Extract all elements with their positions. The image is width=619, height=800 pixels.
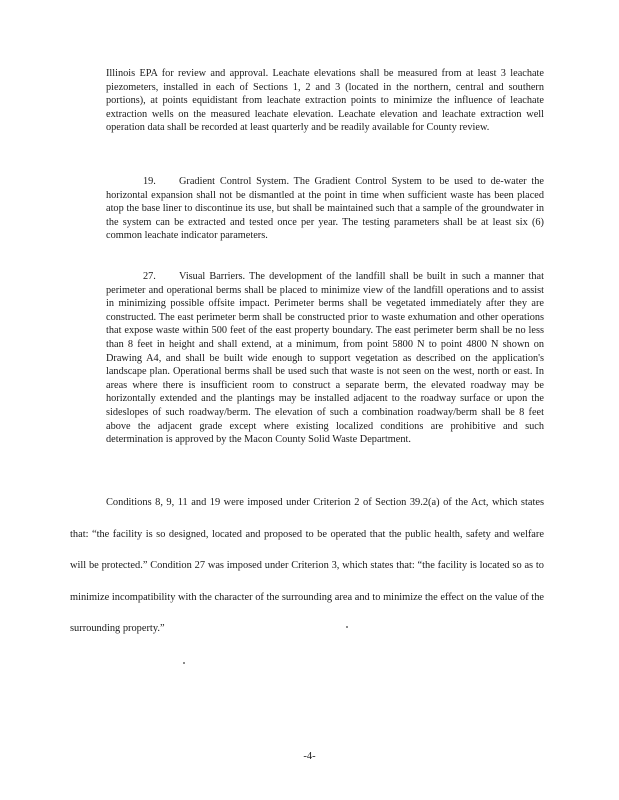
page-number: -4-	[303, 751, 316, 762]
criteria-paragraph	[70, 487, 544, 645]
condition-27-text: Visual Barriers. The development of the landfill shall be built in such a manner that perimeter and operational berms shall be placed to minimize view of the landfill operations and to assist in minimizing possible offsite impact. Perimeter berms shall be vegetated immediately after they are constructed. The east perimeter berm shall be constructed prior to waste exhumation and other operations that expose waste within 500 feet of the east property boundary. The east perimeter berm shall be no less than 8 feet in height and shall extend, at a minimum, from point 5800 N to point 4800 N shown on Drawing A4, and shall be built wide enough to support vegetation as described on the application's landscape plan. Operational berms shall be used such that waste is not seen on the west, north or east. In areas where there is insufficient room to construct a separate berm, the elevated roadway may be horizontally extended and the plantings may be installed adjacent to the roadway surface or upon the sideslopes of such roadway/berm. The elevation of such a combination roadway/berm shall be 8 feet above the adjacent grade except where existing localized conditions are prohibitive and such determination is approved by the Macon County Solid Waste Department.	[106, 271, 544, 446]
condition-19-text: Gradient Control System. The Gradient Control System to be used to de-water the horizontal expansion shall not be dismantled at the point in time when sufficient waste has been placed atop the base liner to discontinue its use, but shall be maintained such that a sample of the groundwater in the system can be extracted and tested once per year. The testing parameters shall be at least six (6) common leachate indicator parameters.	[106, 176, 544, 242]
condition-27-number: 27.	[143, 271, 156, 282]
scan-speck	[183, 662, 185, 664]
intro-paragraph	[106, 67, 544, 135]
scan-speck	[346, 626, 348, 628]
condition-19-paragraph	[106, 175, 544, 243]
intro-paragraph-text: Illinois EPA for review and approval. Leachate elevations shall be measured from at least 3 leachate piezometers, installed in each of Sections 1, 2 and 3 (located in the northern, central and southern portions), at points equidistant from leachate extraction points to minimize the influence of leachate extraction wells on the measured leachate elevation. Leachate elevation and leachate extraction well operation data shall be recorded at least quarterly and be readily available for County review.	[106, 68, 544, 134]
condition-19-number: 19.	[143, 176, 156, 187]
criteria-paragraph-text: Conditions 8, 9, 11 and 19 were imposed under Criterion 2 of Section 39.2(a) of the Act, which states that: “the facility is so designed, located and proposed to be operated that the public health, safety and welfare will be protected.” Condition 27 was imposed under Criterion 3, which states that: “the facility is located so as to minimize incompatibility with the character of the surrounding area and to minimize the effect on the value of the surrounding property.”	[70, 497, 544, 634]
condition-27-paragraph	[106, 270, 544, 447]
